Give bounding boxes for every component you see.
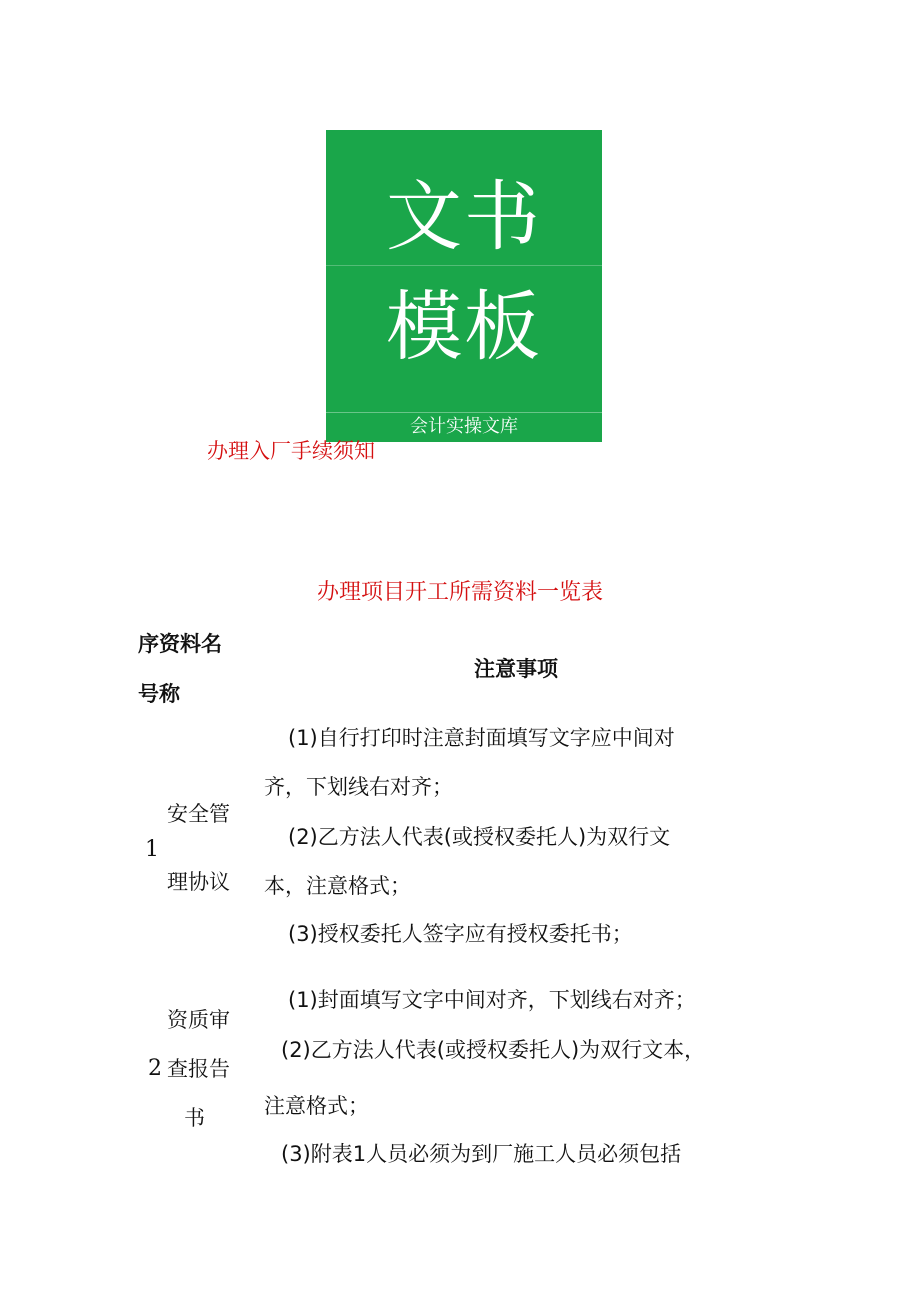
cover-divider-bottom [326, 412, 602, 413]
row-name-line3: 书 [184, 1106, 205, 1130]
row-note: 齐，下划线右对齐； [264, 775, 453, 799]
row-name-line1: 资质审 [167, 1008, 230, 1032]
row-number: 1 [145, 837, 159, 862]
notice-title: 办理入厂手续须知 [207, 439, 375, 463]
cover-divider [326, 265, 602, 266]
row-note: (2)乙方法人代表(或授权委托人)为双行文 [288, 825, 671, 849]
row-name-line2: 查报告 [167, 1057, 230, 1081]
cover-banner [326, 130, 602, 442]
row-number: 2 [148, 1056, 162, 1081]
row-note: 注意格式； [264, 1094, 369, 1118]
cover-subtitle: 会计实操文库 [410, 416, 518, 437]
table-title: 办理项目开工所需资料一览表 [316, 580, 603, 605]
row-note: (2)乙方法人代表(或授权委托人)为双行文本， [281, 1038, 706, 1062]
row-note: (1)自行打印时注意封面填写文字应中间对 [288, 726, 675, 750]
row-note: (3)授权委托人签字应有授权委托书； [288, 922, 633, 946]
cover-title-line1: 文书 [386, 172, 542, 261]
row-note: 本，注意格式； [264, 874, 411, 898]
header-seq-name-line1: 序资料名 [138, 632, 222, 656]
cover-title-line2: 模板 [386, 282, 542, 371]
row-note: (3)附表1人员必须为到厂施工人员必须包括 [281, 1142, 682, 1166]
row-name-line2: 理协议 [167, 870, 230, 894]
header-seq-name-line2: 号称 [138, 682, 180, 706]
row-name-line1: 安全管 [167, 802, 230, 826]
header-notes: 注意事项 [474, 657, 558, 681]
row-note: (1)封面填写文字中间对齐，下划线右对齐； [288, 988, 696, 1012]
